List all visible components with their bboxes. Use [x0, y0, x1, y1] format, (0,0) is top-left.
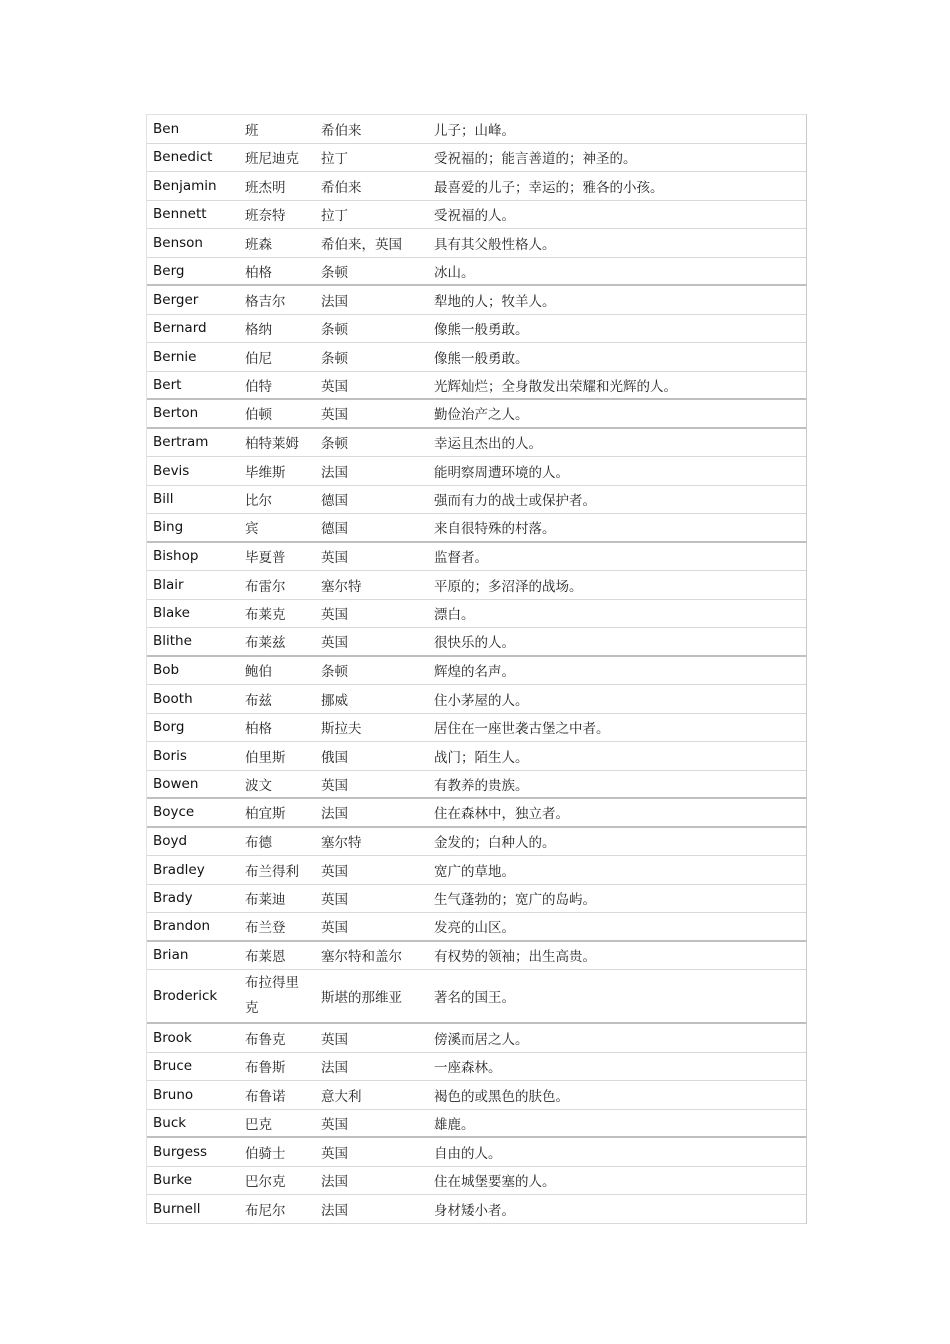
origin-cell: 条顿 [321, 322, 348, 339]
chinese-name-cell: 波文 [245, 777, 272, 794]
chinese-name-cell: 布兰得利 [245, 863, 299, 880]
table-row [147, 1138, 806, 1167]
table-row [147, 115, 806, 144]
origin-cell: 塞尔特 [321, 835, 362, 852]
chinese-name-cell: 布拉得里克 [245, 975, 299, 1016]
chinese-name-cell: 班 [245, 122, 259, 139]
origin-cell: 英国 [321, 550, 348, 567]
table-row [147, 856, 806, 885]
table-row [147, 1110, 806, 1139]
table-row [147, 144, 806, 173]
english-name-cell: Burke [153, 1172, 193, 1189]
table-row [147, 457, 806, 486]
english-name-cell: Bishop [153, 548, 199, 565]
meaning-cell: 褐色的或黑色的肤色。 [434, 1088, 569, 1105]
origin-cell: 希伯来 [321, 179, 362, 196]
table-row [147, 229, 806, 258]
english-name-cell: Blake [153, 605, 190, 622]
english-name-cell: Bennett [153, 206, 207, 223]
chinese-name-cell: 巴克 [245, 1116, 272, 1133]
chinese-name-cell: 布莱克 [245, 607, 286, 624]
table-row [147, 685, 806, 714]
chinese-name-cell: 格吉尔 [245, 293, 286, 310]
origin-cell: 英国 [321, 635, 348, 652]
origin-cell: 法国 [321, 1202, 348, 1219]
meaning-cell: 平原的；多沼泽的战场。 [434, 578, 583, 595]
meaning-cell: 宽广的草地。 [434, 863, 515, 880]
table-row [147, 799, 806, 828]
meaning-cell: 金发的；白种人的。 [434, 835, 556, 852]
english-name-cell: Boyd [153, 833, 188, 850]
chinese-name-cell: 布莱迪 [245, 892, 286, 909]
table-row [147, 1195, 806, 1224]
meaning-cell: 幸运且杰出的人。 [434, 436, 542, 453]
english-name-cell: Berger [153, 291, 199, 308]
chinese-name-cell: 伯骑士 [245, 1145, 286, 1162]
meaning-cell: 发亮的山区。 [434, 920, 515, 937]
chinese-name-cell: 班尼迪克 [245, 151, 299, 168]
chinese-name-cell: 班杰明 [245, 179, 286, 196]
english-name-cell: Bernie [153, 348, 197, 365]
meaning-cell: 来自很特殊的村落。 [434, 521, 556, 538]
origin-cell: 英国 [321, 892, 348, 909]
meaning-cell: 冰山。 [434, 264, 475, 281]
origin-cell: 英国 [321, 607, 348, 624]
english-name-cell: Bruce [153, 1058, 193, 1075]
table-row [147, 1167, 806, 1196]
meaning-cell: 像熊一般勇敢。 [434, 322, 529, 339]
english-name-cell: Brandon [153, 918, 211, 935]
chinese-name-cell: 毕夏普 [245, 550, 286, 567]
meaning-cell: 住在城堡要塞的人。 [434, 1174, 556, 1191]
chinese-name-cell: 柏特莱姆 [245, 436, 299, 453]
table-row [147, 714, 806, 743]
origin-cell: 英国 [321, 1145, 348, 1162]
origin-cell: 拉丁 [321, 151, 348, 168]
meaning-cell: 具有其父般性格人。 [434, 236, 556, 253]
chinese-name-cell: 伯顿 [245, 407, 272, 424]
meaning-cell: 自由的人。 [434, 1145, 502, 1162]
table-row [147, 343, 806, 372]
origin-cell: 斯拉夫 [321, 721, 362, 738]
meaning-cell: 光辉灿烂；全身散发出荣耀和光辉的人。 [434, 378, 677, 395]
origin-cell: 拉丁 [321, 208, 348, 225]
meaning-cell: 一座森林。 [434, 1060, 502, 1077]
chinese-name-cell: 巴尔克 [245, 1174, 286, 1191]
meaning-cell: 身材矮小者。 [434, 1202, 515, 1219]
chinese-name-cell: 柏格 [245, 721, 272, 738]
meaning-cell: 强而有力的战士或保护者。 [434, 493, 596, 510]
origin-cell: 英国 [321, 407, 348, 424]
meaning-cell: 很快乐的人。 [434, 635, 515, 652]
table-row [147, 771, 806, 800]
table-row [147, 400, 806, 429]
origin-cell: 英国 [321, 378, 348, 395]
english-name-cell: Bill [153, 491, 174, 508]
origin-cell: 塞尔特和盖尔 [321, 949, 402, 966]
chinese-name-cell: 格纳 [245, 322, 272, 339]
meaning-cell: 犁地的人；牧羊人。 [434, 293, 556, 310]
english-name-cell: Bert [153, 376, 182, 393]
table-row [147, 172, 806, 201]
chinese-name-cell: 布莱兹 [245, 635, 286, 652]
table-row [147, 942, 806, 971]
table-row [147, 258, 806, 287]
english-name-cell: Brady [153, 890, 193, 907]
table-row [147, 315, 806, 344]
meaning-cell: 儿子；山峰。 [434, 122, 515, 139]
english-name-cell: Bob [153, 662, 180, 679]
chinese-name-cell: 柏格 [245, 264, 272, 281]
chinese-name-cell: 布鲁斯 [245, 1060, 286, 1077]
origin-cell: 俄国 [321, 749, 348, 766]
table-row [147, 628, 806, 657]
table-row [147, 571, 806, 600]
table-row [147, 486, 806, 515]
english-name-cell: Brook [153, 1029, 192, 1046]
english-name-cell: Berton [153, 405, 199, 422]
table-row [147, 742, 806, 771]
chinese-name-cell: 布德 [245, 835, 272, 852]
english-name-cell: Bowen [153, 775, 199, 792]
table-row [147, 1081, 806, 1110]
meaning-cell: 雄鹿。 [434, 1116, 475, 1133]
origin-cell: 德国 [321, 521, 348, 538]
origin-cell: 英国 [321, 1116, 348, 1133]
english-name-cell: Bruno [153, 1086, 194, 1103]
table-row [147, 885, 806, 914]
table-row [147, 429, 806, 458]
meaning-cell: 住小茅屋的人。 [434, 692, 529, 709]
english-name-cell: Blair [153, 576, 184, 593]
chinese-name-cell: 鲍伯 [245, 664, 272, 681]
origin-cell: 意大利 [321, 1088, 362, 1105]
table-row [147, 600, 806, 629]
origin-cell: 英国 [321, 863, 348, 880]
origin-cell: 条顿 [321, 664, 348, 681]
origin-cell: 挪威 [321, 692, 348, 709]
chinese-name-cell: 伯里斯 [245, 749, 286, 766]
meaning-cell: 能明察周遭环境的人。 [434, 464, 569, 481]
table-row [147, 1053, 806, 1082]
origin-cell: 斯堪的那维亚 [321, 990, 402, 1006]
meaning-cell: 漂白。 [434, 607, 475, 624]
english-name-cell: Broderick [153, 988, 218, 1004]
origin-cell: 条顿 [321, 264, 348, 281]
origin-cell: 英国 [321, 920, 348, 937]
english-name-cell: Blithe [153, 633, 192, 650]
chinese-name-cell: 布鲁诺 [245, 1088, 286, 1105]
english-name-cell: Brian [153, 947, 189, 964]
names-table [146, 114, 807, 1224]
english-name-cell: Burgess [153, 1143, 208, 1160]
origin-cell: 条顿 [321, 350, 348, 367]
english-name-cell: Benson [153, 234, 203, 251]
english-name-cell: Benedict [153, 149, 213, 166]
meaning-cell: 居住在一座世袭古堡之中者。 [434, 721, 610, 738]
chinese-name-cell: 毕维斯 [245, 464, 286, 481]
origin-cell: 希伯来，英国 [321, 236, 402, 253]
english-name-cell: Bevis [153, 462, 190, 479]
meaning-cell: 著名的国王。 [434, 990, 515, 1006]
table-row [147, 372, 806, 401]
chinese-name-cell: 伯尼 [245, 350, 272, 367]
origin-cell: 法国 [321, 293, 348, 310]
origin-cell: 法国 [321, 1060, 348, 1077]
english-name-cell: Boyce [153, 804, 195, 821]
english-name-cell: Bing [153, 519, 184, 536]
chinese-name-cell: 班奈特 [245, 208, 286, 225]
meaning-cell: 受祝福的；能言善道的；神圣的。 [434, 151, 637, 168]
table-row [147, 828, 806, 857]
table-row [147, 970, 806, 1024]
table-row [147, 201, 806, 230]
chinese-name-cell: 布尼尔 [245, 1202, 286, 1219]
origin-cell: 法国 [321, 1174, 348, 1191]
meaning-cell: 最喜爱的儿子；幸运的；雅各的小孩。 [434, 179, 664, 196]
english-name-cell: Boris [153, 747, 187, 764]
english-name-cell: Berg [153, 262, 185, 279]
origin-cell: 法国 [321, 464, 348, 481]
chinese-name-cell: 比尔 [245, 493, 272, 510]
chinese-name-cell: 布雷尔 [245, 578, 286, 595]
english-name-cell: Ben [153, 120, 180, 137]
chinese-name-cell: 布兹 [245, 692, 272, 709]
english-name-cell: Bernard [153, 320, 207, 337]
meaning-cell: 像熊一般勇敢。 [434, 350, 529, 367]
chinese-name-cell: 柏宜斯 [245, 806, 286, 823]
meaning-cell: 战门；陌生人。 [434, 749, 529, 766]
english-name-cell: Booth [153, 690, 193, 707]
origin-cell: 德国 [321, 493, 348, 510]
meaning-cell: 有教养的贵族。 [434, 777, 529, 794]
meaning-cell: 生气蓬勃的；宽广的岛屿。 [434, 892, 596, 909]
table-row [147, 286, 806, 315]
english-name-cell: Borg [153, 719, 185, 736]
chinese-name-cell: 伯特 [245, 378, 272, 395]
meaning-cell: 监督者。 [434, 550, 488, 567]
chinese-name-cell: 布鲁克 [245, 1031, 286, 1048]
table-row [147, 543, 806, 572]
meaning-cell: 住在森林中，独立者。 [434, 806, 569, 823]
meaning-cell: 勤俭治产之人。 [434, 407, 529, 424]
meaning-cell: 受祝福的人。 [434, 208, 515, 225]
origin-cell: 英国 [321, 1031, 348, 1048]
english-name-cell: Benjamin [153, 177, 217, 194]
meaning-cell: 有权势的领袖；出生高贵。 [434, 949, 596, 966]
origin-cell: 条顿 [321, 436, 348, 453]
table-row [147, 657, 806, 686]
table-row [147, 1024, 806, 1053]
chinese-name-cell: 班森 [245, 236, 272, 253]
origin-cell: 希伯来 [321, 122, 362, 139]
origin-cell: 塞尔特 [321, 578, 362, 595]
table-row [147, 514, 806, 543]
chinese-name-cell: 布兰登 [245, 920, 286, 937]
english-name-cell: Bertram [153, 434, 209, 451]
meaning-cell: 辉煌的名声。 [434, 664, 515, 681]
chinese-name-cell: 宾 [245, 521, 259, 538]
english-name-cell: Buck [153, 1114, 187, 1131]
chinese-name-cell: 布莱恩 [245, 949, 286, 966]
origin-cell: 英国 [321, 777, 348, 794]
meaning-cell: 傍溪而居之人。 [434, 1031, 529, 1048]
english-name-cell: Burnell [153, 1200, 201, 1217]
table-row [147, 913, 806, 942]
origin-cell: 法国 [321, 806, 348, 823]
english-name-cell: Bradley [153, 861, 205, 878]
